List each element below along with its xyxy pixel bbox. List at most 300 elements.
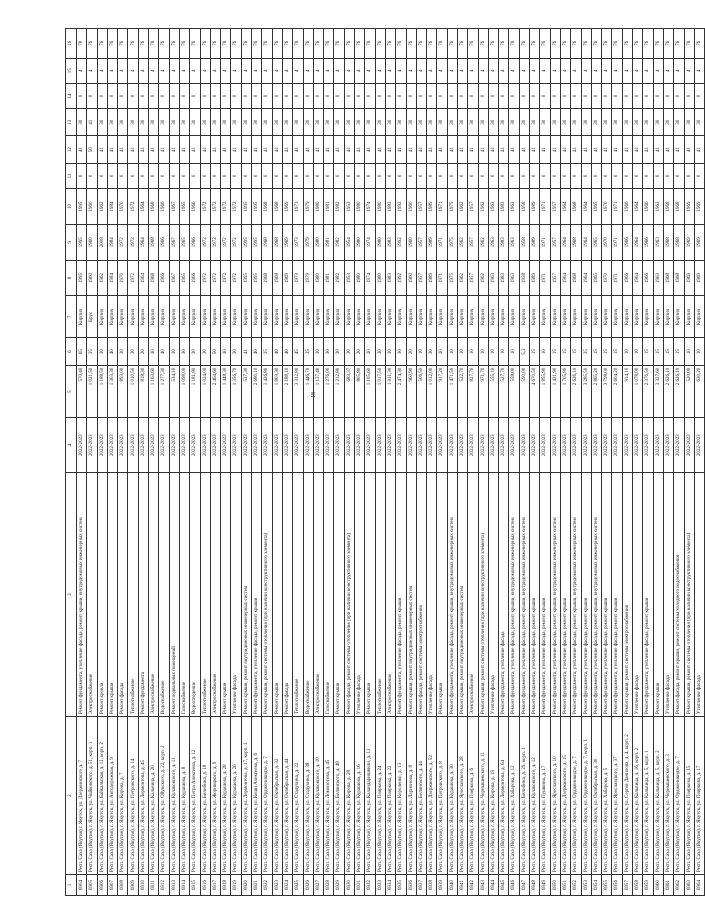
table-cell: 4 [262,58,272,83]
table-cell: 0 [581,163,591,188]
table-row [221,29,231,896]
table-cell: 1971 [540,224,550,260]
table-cell: 30 [478,109,488,136]
table-cell: 1972 [118,224,128,260]
table-cell: 41 [77,136,87,163]
table-cell: 6947 [519,874,529,895]
table-cell: 41 [457,136,467,163]
table-cell: 0 [210,83,220,108]
table-cell: 4 [694,58,704,83]
table-cell: Кирпич [437,296,447,338]
table-cell: 1962 [478,260,488,296]
table-cell: 6942 [468,874,478,895]
table-cell: 1995 [252,189,262,225]
table-cell: 6906 [97,874,107,895]
table-cell: 41 [179,136,189,163]
column-header: 6 [66,338,77,365]
table-cell: 1957 [416,224,426,260]
table-cell: 4 [602,58,612,83]
table-cell: 15 [550,338,560,365]
table-cell: 2 474,30 [396,365,406,418]
column-header: 9 [66,224,77,260]
table-cell: 1 212,80 [334,365,344,418]
table-cell: 914,10 [622,365,632,418]
table-cell: 1962 [457,260,467,296]
table-cell: 1969 [694,224,704,260]
table-cell: 41 [190,136,200,163]
table-cell: Кирпич [210,296,220,338]
table-cell: 2022-2023 [581,418,591,473]
table-cell: 1 356,70 [231,365,241,418]
table-cell: 4 [149,58,159,83]
table-cell: 818,30 [138,365,148,418]
table-cell: 1968 [674,260,684,296]
table-cell: 1968 [663,189,673,225]
table-cell: 30 [612,109,622,136]
table-cell: 6950 [550,874,560,895]
table-cell: 41 [530,136,540,163]
table-cell: 30 [97,338,107,365]
table-cell: 4 [77,58,87,83]
table-cell: 4 [128,58,138,83]
table-cell: 1953 [344,189,354,225]
table-cell: 41 [478,136,488,163]
table-cell: 76 [118,29,128,59]
table-cell: 65 [77,338,87,365]
table-cell: Ремонт фундамента, утепление фасада, ремонт крыши [540,473,550,717]
table-cell: 2022-2023 [457,418,467,473]
table-cell: 1 448,30 [221,365,231,418]
table-cell: 41 [571,136,581,163]
table-cell: 41 [509,136,519,163]
table-cell: 1971 [612,189,622,225]
table-row [530,29,540,896]
table-cell: 0 [375,83,385,108]
table-cell: Кирпич [571,296,581,338]
table-cell: 2 376,50 [643,365,653,418]
table-row [519,29,529,896]
table-cell: 6934 [385,874,395,895]
table-cell: Ремонт крыши [107,473,117,717]
table-cell: 2022-2023 [385,418,395,473]
table-cell: 893,00 [118,365,128,418]
table-cell: Ремонт фундамента, утепление фасада, ремонт крыши [612,473,622,717]
table-cell: 30 [396,109,406,136]
table-cell: 2022-2023 [282,418,292,473]
table-cell: Кирпич [447,296,457,338]
table-cell: 971,70 [478,365,488,418]
table-cell: 35 [87,338,97,365]
table-cell: 2 626,10 [571,365,581,418]
table-cell: 0 [252,163,262,188]
table-cell: 1969 [282,260,292,296]
table-cell: Респ. Саха (Якутия), г. Якутск, ул. Октябрьская, д. 32 [272,717,282,875]
table-cell: 30 [272,109,282,136]
table-cell: 4 [519,58,529,83]
table-cell: 537,30 [241,365,251,418]
table-row [684,29,694,896]
table-cell: 76 [252,29,262,59]
table-row [324,29,334,896]
table-cell: 4 [530,58,540,83]
table-cell: Ремонт крыши [437,473,447,717]
table-cell: 1965 [591,189,601,225]
table-cell: 1 855,90 [540,365,550,418]
table-cell: 1953 [344,260,354,296]
table-cell: 1963 [488,260,498,296]
table-cell: 41 [241,136,251,163]
table-cell: 2022-2023 [375,418,385,473]
table-cell: Кирпич [252,296,262,338]
table-cell: Кирпич [97,296,107,338]
table-cell: 1 024,00 [200,365,210,418]
table-cell: Респ. Саха (Якутия), г. Якутск, ул. Пояркова, д. 22 [385,717,395,875]
table-cell: Кирпич [478,296,488,338]
table-cell: Кирпич [149,296,159,338]
table-cell: 10 [694,338,704,365]
table-cell: 4 [272,58,282,83]
table-cell: 2022-2023 [334,418,344,473]
table-cell: 0 [344,163,354,188]
table-row [159,29,169,896]
table-cell: 30 [303,109,313,136]
table-cell: 4 [190,58,200,83]
table-cell: 1982 [334,224,344,260]
table-cell: 30 [334,109,344,136]
table-cell: 1957 [550,224,560,260]
table-cell: 30 [684,109,694,136]
table-cell: 0 [478,163,488,188]
table-cell: Теплоснабжение [375,473,385,717]
table-cell: Респ. Саха (Якутия), г. Якутск, ул. Петровского, д. 8 [437,717,447,875]
table-cell: 1964 [560,224,570,260]
table-cell: 6918 [221,874,231,895]
table-cell: 4 [365,58,375,83]
table-cell: 30 [591,109,601,136]
table-cell: 1983 [385,189,395,225]
table-cell: 1968 [272,224,282,260]
table-cell: 6956 [612,874,622,895]
table-cell: 76 [488,29,498,59]
table-cell: 2022-2023 [87,418,97,473]
table-cell: 0 [560,83,570,108]
table-cell: 0 [591,83,601,108]
table-cell: 41 [118,136,128,163]
table-cell: Ремонт крыши [653,473,663,717]
table-cell: 1972 [210,260,220,296]
table-cell: 76 [149,29,159,59]
table-cell: 0 [138,163,148,188]
table-cell: 2022-2023 [159,418,169,473]
table-row [612,29,622,896]
table-cell: 0 [334,163,344,188]
table-row [437,29,447,896]
table-cell: 2022-2023 [488,418,498,473]
table-cell: 6910 [138,874,148,895]
table-cell: 6964 [694,874,704,895]
table-cell: Респ. Саха (Якутия), г. Якутск, ул. Петровского, д. 14 [128,717,138,875]
table-cell: 76 [375,29,385,59]
table-row [365,29,375,896]
table-cell: 41 [365,136,375,163]
table-cell: 41 [272,136,282,163]
table-cell: 30 [571,109,581,136]
table-cell: 1968 [571,260,581,296]
table-cell: 1 446,70 [303,365,313,418]
table-cell: 2022-2023 [179,418,189,473]
table-row [571,29,581,896]
table-cell: Утепление фасада [231,473,241,717]
table-cell: 1968 [571,189,581,225]
table-cell: 0 [334,83,344,108]
table-row [509,29,519,896]
table-cell: 2022-2023 [365,418,375,473]
table-cell: 30 [169,338,179,365]
table-cell: 2022-2023 [355,418,365,473]
table-cell: 1972 [200,189,210,225]
table-cell: Кирпич [200,296,210,338]
table-cell: 1970 [602,224,612,260]
table-cell: 76 [159,29,169,59]
table-cell: 1 137,40 [313,365,323,418]
table-cell: Респ. Саха (Якутия), г. Якутск, ул. Курашова, д. 28 [221,717,231,875]
table-cell: 1 303,30 [107,365,117,418]
table-cell: 1971 [437,224,447,260]
table-cell: 0 [612,163,622,188]
column-header: 14 [66,83,77,108]
table-row [77,29,87,896]
table-row [499,29,509,896]
table-cell: Респ. Саха (Якутия) г. Якутск, ул. Дзержинского д. 7 [77,717,87,875]
table-cell: 1972 [128,224,138,260]
table-cell: Респ. Саха (Якутия), г. Якутск, ул. Орджоникидзе, д. 7 [674,717,684,875]
table-cell: 0 [674,83,684,108]
table-cell: 1966 [622,189,632,225]
table-cell: 1960 [406,224,416,260]
table-cell: Респ. Саха (Якутия), г. Якутск, ул. Хабарова, д. 12 [509,717,519,875]
table-cell: 1974 [365,260,375,296]
table-cell: 4 [427,58,437,83]
table-cell: 2 626,10 [663,365,673,418]
table-cell: 805,80 [355,365,365,418]
table-cell: 6911 [149,874,159,895]
table-cell: 0 [468,163,478,188]
table-cell: 76 [210,29,220,59]
table-cell: Респ. Саха (Якутия), г. Якутск, ул. Лермонтова, д. 45 [138,717,148,875]
table-cell: 1965 [591,260,601,296]
table-cell: 41 [653,136,663,163]
table-cell: 10 [416,338,426,365]
table-cell: 76 [468,29,478,59]
table-cell: 76 [571,29,581,59]
table-cell: 1958 [519,260,529,296]
table-cell: 0 [375,163,385,188]
table-cell: 1963 [488,224,498,260]
table-cell: 590,00 [519,365,529,418]
table-cell: 41 [252,136,262,163]
table-cell: 1966 [643,224,653,260]
table-cell: 3 327,60 [653,365,663,418]
table-cell: 4 [303,58,313,83]
table-cell: 41 [87,109,97,136]
table-cell: Кирпич [674,296,684,338]
table-cell: 1983 [385,224,395,260]
table-cell: 6941 [457,874,467,895]
table-cell: Респ. Саха (Якутия), г. Якутск, ул. Ярославского, д. 10 [550,717,560,875]
table-cell: 41 [416,136,426,163]
table-cell: 40 [107,338,117,365]
table-cell: 76 [612,29,622,59]
table-cell: Ремонт крыши, ремонт внутридомовых инженерных систем [406,473,416,717]
table-cell: Респ. Саха (Якутия), г. Якутск, ул. Пушкина, д. 17 [540,717,550,875]
table-cell: 0 [437,163,447,188]
table-cell: Кирпич [107,296,117,338]
table-cell: 1980 [375,224,385,260]
table-cell: 0 [169,163,179,188]
table-cell: Респ. Саха (Якутия), г. Якутск, ул. Белинского, д. 44 [416,717,426,875]
table-cell: 0 [138,83,148,108]
table-cell: 2022-2023 [128,418,138,473]
table-cell: 6912 [159,874,169,895]
table-cell: Ремонт фасада [118,473,128,717]
table-cell: 5,3 [519,338,529,365]
table-cell: Утепление фасада [633,473,643,717]
table-cell: 1972 [231,260,241,296]
table-cell: 30 [200,338,210,365]
table-cell: 41 [622,136,632,163]
table-row [179,29,189,896]
table-cell: 76 [591,29,601,59]
table-cell: 1989 [530,189,540,225]
table-cell: 0 [684,83,694,108]
table-cell: Респ. Саха (Якутия), г. Якутск, ул. Пояркова, д. 24 [375,717,385,875]
page-number: 18 [311,392,317,398]
table-cell: 1979 [303,260,313,296]
table-cell: 76 [674,29,684,59]
table-cell: 76 [365,29,375,59]
table-cell: Кирпич [118,296,128,338]
table-cell: 35 [262,338,272,365]
table-row [262,29,272,896]
table-row [87,29,97,896]
table-cell: 30 [190,338,200,365]
table-cell: 1 188,50 [97,365,107,418]
table-cell: 1964 [581,260,591,296]
table-cell: 30 [149,338,159,365]
table-cell: 555,10 [488,365,498,418]
table-cell: Ремонт фундамента, утепление фасада, ремонт крыши [252,473,262,717]
table-cell: 2022-2023 [406,418,416,473]
table-cell: 6954 [591,874,601,895]
table-cell: 4 [643,58,653,83]
table-cell: 1 181,80 [190,365,200,418]
table-cell: 4 [684,58,694,83]
table-cell: 6927 [313,874,323,895]
table-cell: Кирпич [334,296,344,338]
table-cell: 2022-2023 [107,418,117,473]
table-cell: 0 [633,163,643,188]
table-cell: Утепление фасада [355,473,365,717]
table-cell: 2022-2023 [97,418,107,473]
table-row [406,29,416,896]
table-cell: 0 [519,163,529,188]
table-cell: Газоснабжение [324,473,334,717]
table-cell: Ремонт крыши [365,473,375,717]
table-cell: Кирпич [540,296,550,338]
table-cell: 41 [612,136,622,163]
table-cell: 4 [282,58,292,83]
table-cell: 30 [138,109,148,136]
table-cell: Кирпич [602,296,612,338]
table-cell: Водоснабжение [303,473,313,717]
table-cell: 4 [571,58,581,83]
table-cell: 4 [210,58,220,83]
table-cell: 0 [149,83,159,108]
table-cell: 0 [540,163,550,188]
table-cell: 2 865,20 [591,365,601,418]
table-cell: 41 [447,136,457,163]
table-row [282,29,292,896]
table-cell: 76 [530,29,540,59]
table-cell: 1964 [633,189,643,225]
table-cell: 1980 [313,260,323,296]
table-cell: Теплоснабжение [128,473,138,717]
table-cell: 0 [684,163,694,188]
table-cell: 1966 [643,189,653,225]
table-cell: 4 [447,58,457,83]
table-cell: 6923 [272,874,282,895]
table-cell: 3 312,80 [293,365,303,418]
table-cell: 41 [231,136,241,163]
table-cell: 0 [663,163,673,188]
table-cell: 1984 [107,189,117,225]
table-cell: 30 [179,109,189,136]
table-cell: 76 [107,29,117,59]
table-cell: Респ. Саха (Якутия), г. Якутск, ул. Автодорожная, д. 9 [107,717,117,875]
table-cell: 30 [581,109,591,136]
table-cell: 2022-2023 [684,418,694,473]
table-cell: 2022-2023 [324,418,334,473]
table-cell: 76 [540,29,550,59]
table-cell: 1972 [128,260,138,296]
table-cell: 15 [560,338,570,365]
table-cell: 30 [221,109,231,136]
table-cell: Ремонт фундамента, утепление фасада, ремонт крыши [530,473,540,717]
table-cell: 1966 [190,260,200,296]
table-cell: 1972 [221,224,231,260]
table-cell: 30 [241,109,251,136]
table-cell: 2022-2023 [519,418,529,473]
table-cell: 6940 [447,874,457,895]
table-row [602,29,612,896]
table-cell: 41 [633,136,643,163]
table-cell: 6932 [365,874,375,895]
table-cell: 0 [87,83,97,108]
table-cell: 6961 [663,874,673,895]
table-cell: 1992 [396,260,406,296]
table-cell: Электроснабжение [87,473,97,717]
table-cell: 1963 [653,224,663,260]
table-cell: 1968 [663,224,673,260]
table-row [344,29,354,896]
table-cell: 4 [550,58,560,83]
table-row [488,29,498,896]
table-cell: Ремонт крыши, ремонт системы отопления (при наличии конструктивного элемента) [684,473,694,717]
table-cell: 1975 [447,189,457,225]
table-cell: 0 [478,83,488,108]
table-cell: 6930 [344,874,354,895]
table-cell: 4 [138,58,148,83]
